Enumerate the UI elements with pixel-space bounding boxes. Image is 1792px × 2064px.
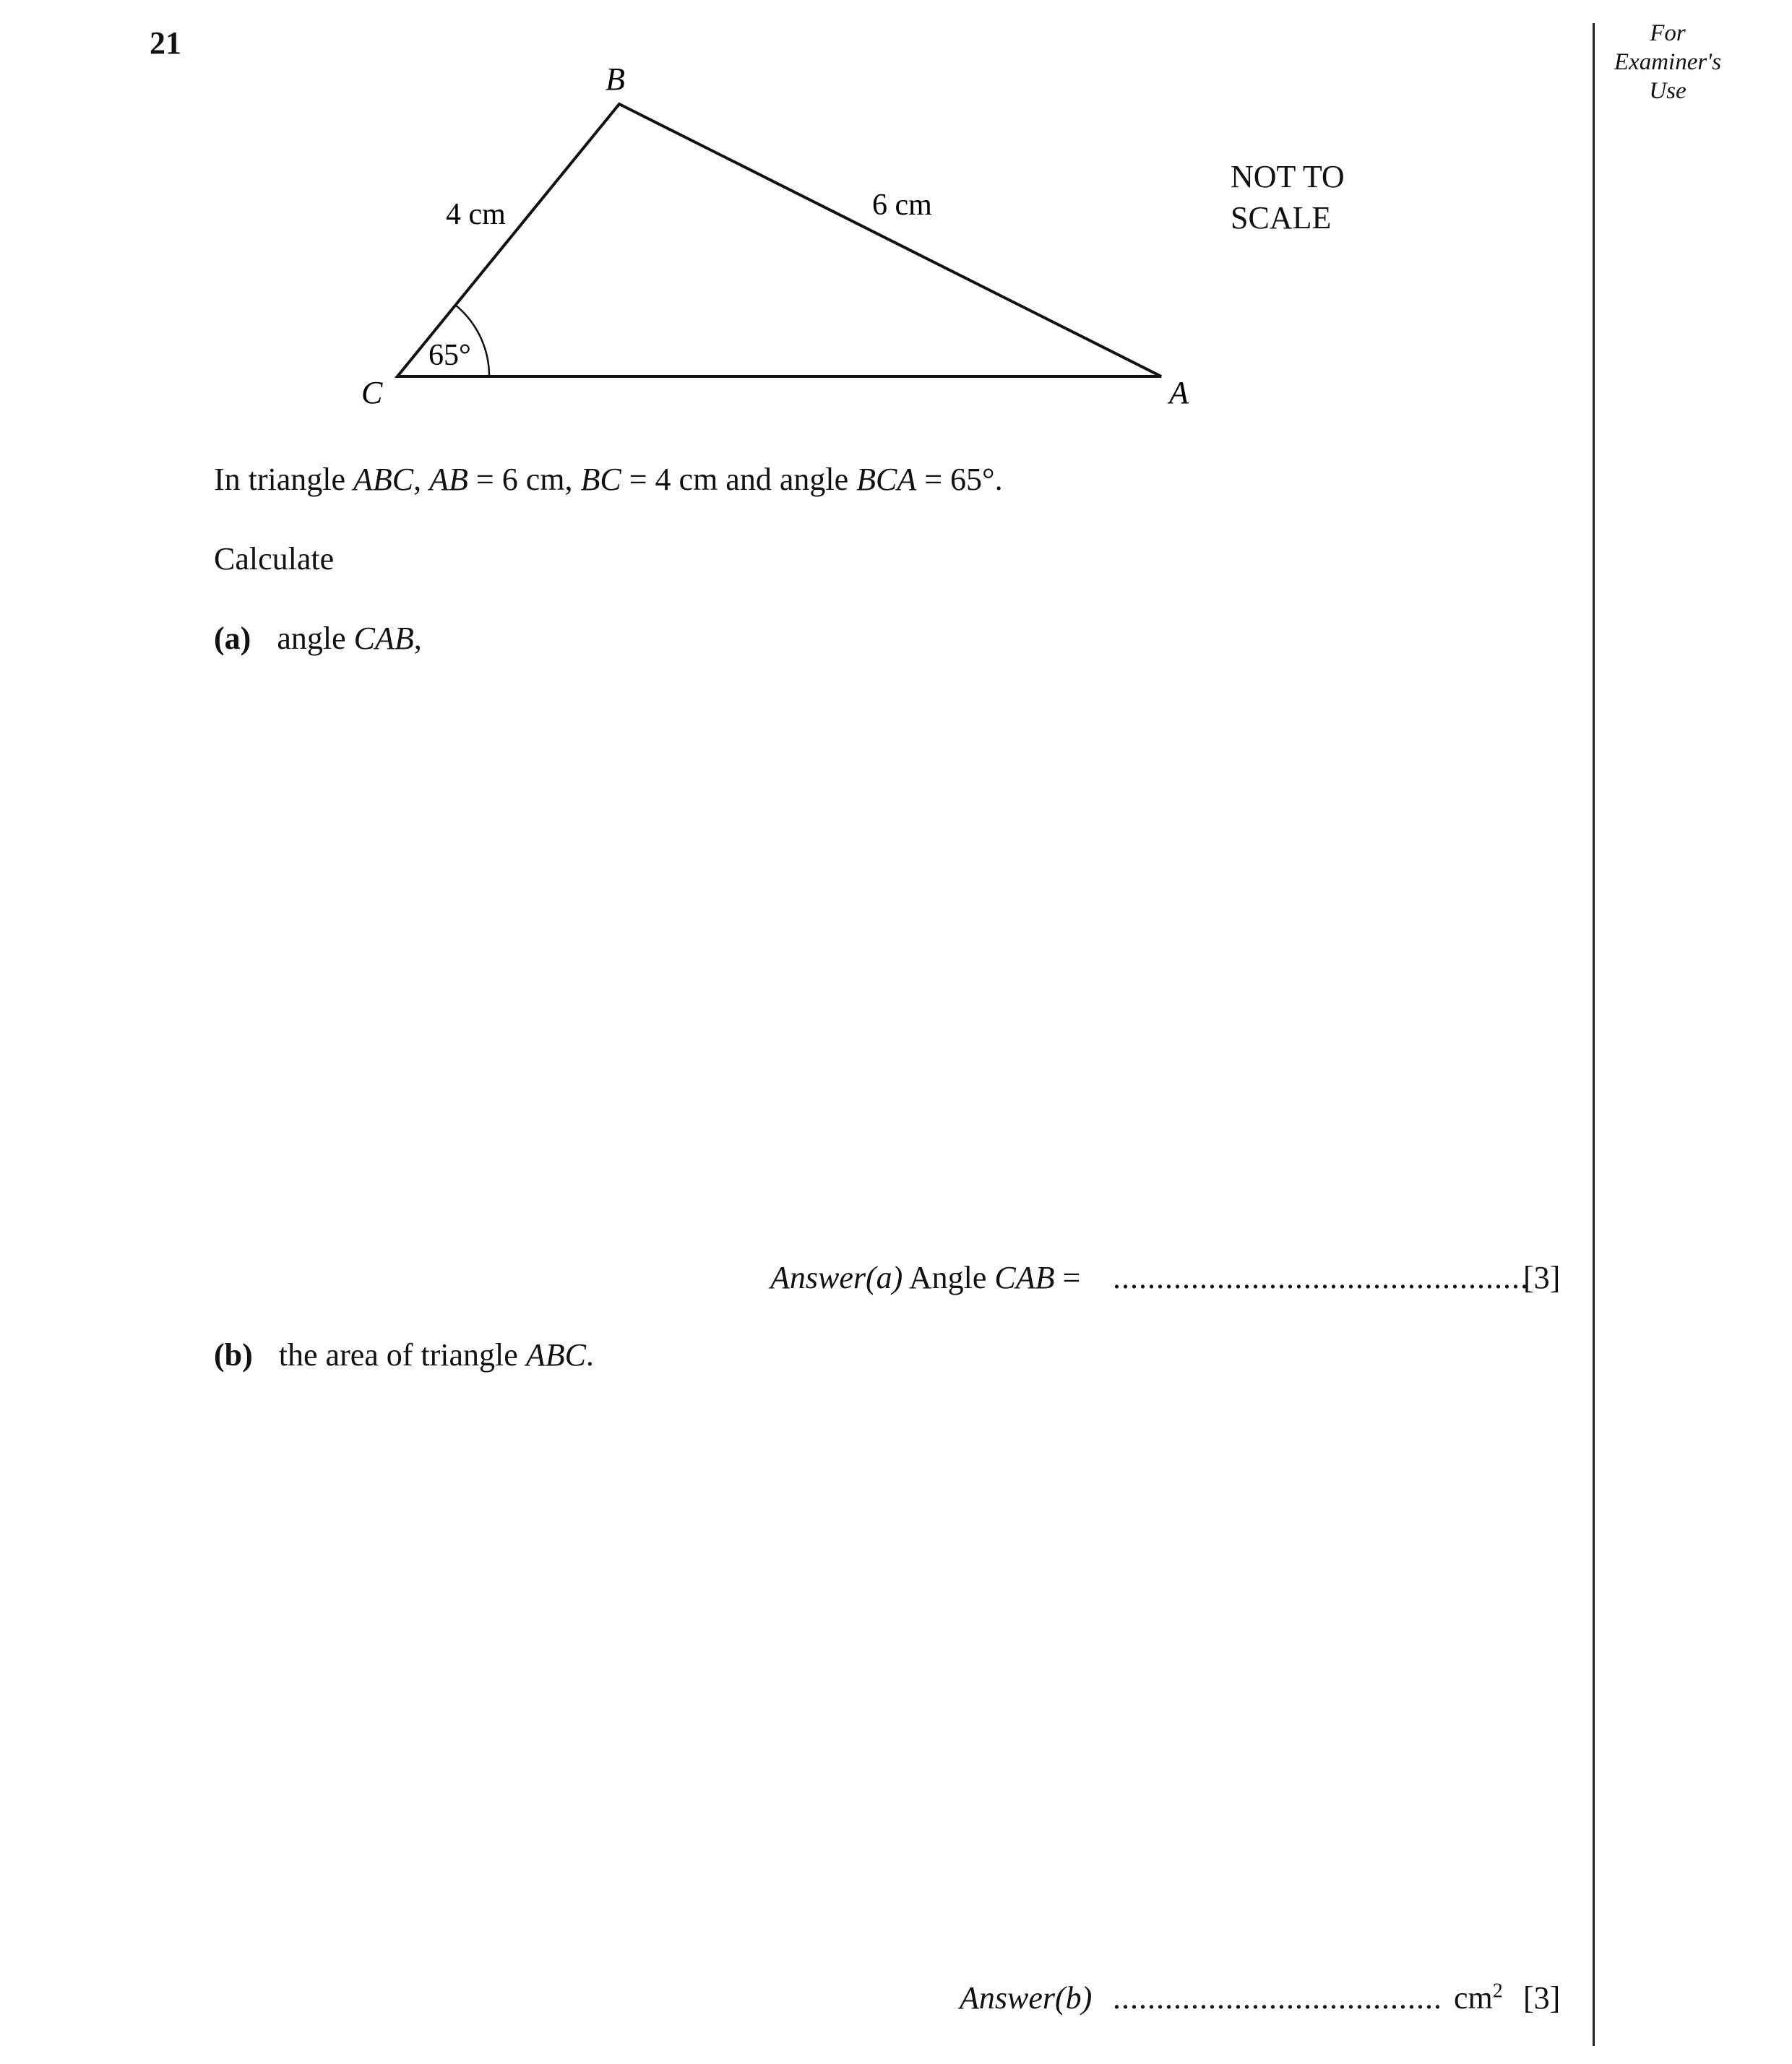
answer-a-text: Angle bbox=[903, 1260, 995, 1295]
answer-b-prefix: Answer(b) bbox=[960, 1980, 1093, 2016]
stem-text-1: In triangle bbox=[214, 462, 354, 497]
question-number: 21 bbox=[150, 25, 181, 61]
vertex-a-label: A bbox=[1169, 375, 1189, 410]
examiner-use-line1: For bbox=[1650, 20, 1686, 46]
part-b bbox=[214, 1337, 594, 1373]
answer-a-equals: = bbox=[1054, 1260, 1081, 1295]
not-to-scale-line2: SCALE bbox=[1231, 200, 1332, 236]
examiner-use-line2: Examiner's bbox=[1614, 49, 1722, 75]
answer-a-prefix: Answer(a) bbox=[770, 1260, 903, 1295]
examiner-use-label bbox=[1610, 19, 1726, 105]
part-a-var: CAB bbox=[353, 621, 414, 656]
stem-text-4: = 4 cm and angle bbox=[621, 462, 857, 497]
answer-b-prefix-wrap bbox=[960, 1979, 1092, 2016]
question-stem bbox=[214, 461, 1003, 498]
answer-a-line bbox=[770, 1259, 1080, 1296]
instruction: Calculate bbox=[214, 541, 335, 577]
part-b-text: the area of triangle bbox=[278, 1337, 526, 1373]
answer-a-field[interactable]: ................................................ bbox=[1113, 1260, 1529, 1295]
triangle-abc bbox=[397, 104, 1161, 376]
angle-c-label: 65° bbox=[428, 339, 471, 372]
part-a-suffix: , bbox=[413, 621, 422, 656]
part-b-label: (b) bbox=[214, 1337, 253, 1373]
vertex-b-label: B bbox=[606, 61, 625, 97]
stem-text-5: = 65°. bbox=[916, 462, 1003, 497]
not-to-scale-line1: NOT TO bbox=[1231, 159, 1345, 194]
stem-text-2: , bbox=[413, 462, 430, 497]
answer-b-field[interactable]: ...................................... bbox=[1113, 1980, 1442, 2016]
stem-text-3: = 6 cm, bbox=[468, 462, 581, 497]
answer-b-marks: [3] bbox=[1523, 1980, 1561, 2016]
triangle-diagram bbox=[0, 0, 1590, 433]
answer-a-marks: [3] bbox=[1523, 1260, 1561, 1295]
answer-a-var: CAB bbox=[994, 1260, 1055, 1295]
part-b-suffix: . bbox=[585, 1337, 594, 1373]
examiner-margin-line bbox=[1593, 23, 1595, 2046]
stem-var-abc: ABC bbox=[353, 462, 414, 497]
vertex-c-label: C bbox=[361, 375, 383, 410]
part-b-var: ABC bbox=[525, 1337, 586, 1373]
part-a-text: angle bbox=[277, 621, 354, 656]
stem-var-bc: BC bbox=[580, 462, 621, 497]
stem-var-ab: AB bbox=[429, 462, 468, 497]
side-bc-label: 4 cm bbox=[446, 198, 506, 231]
part-a-label: (a) bbox=[214, 621, 251, 656]
stem-var-bca: BCA bbox=[856, 462, 917, 497]
answer-b-unit bbox=[1454, 1979, 1503, 2016]
side-ab-label: 6 cm bbox=[872, 189, 932, 222]
answer-b-unit-text: cm bbox=[1454, 1980, 1493, 2016]
not-to-scale-note bbox=[1231, 156, 1345, 238]
part-a bbox=[214, 620, 422, 657]
answer-b-unit-sup: 2 bbox=[1492, 1979, 1503, 2003]
examiner-use-line3: Use bbox=[1649, 78, 1687, 104]
